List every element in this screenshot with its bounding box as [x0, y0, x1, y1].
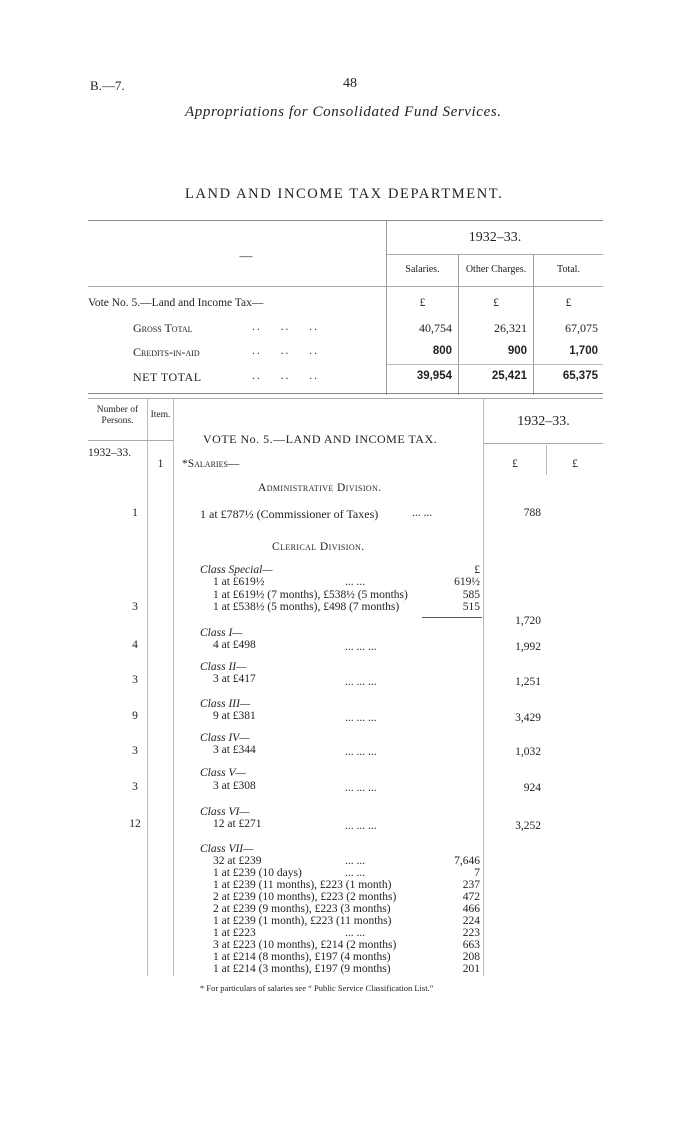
class-persons: 3	[132, 781, 138, 793]
summary-row-total: 1,700	[569, 345, 598, 357]
class-vii-dots: ... ...	[345, 867, 366, 879]
class-vii-line: 1 at £239 (11 months), £223 (1 month)	[213, 879, 392, 891]
class-vii-dots: ... ...	[345, 927, 366, 939]
summary-row-salaries: 39,954	[416, 370, 452, 382]
class-dots: ... ... ...	[345, 676, 377, 688]
summary-row-salaries: 40,754	[419, 321, 452, 335]
special-line: 1 at £619½ (7 months), £538½ (5 months)	[213, 589, 408, 601]
class-persons: 3	[132, 745, 138, 757]
summary-year: 1932–33.	[468, 230, 522, 245]
class-heading: Class V—	[200, 767, 246, 779]
clerical-division-heading: Clerical Division.	[272, 541, 365, 553]
class-vii-line: 2 at £239 (10 months), £223 (2 months)	[213, 891, 397, 903]
summary-col-salaries: Salaries.	[405, 264, 440, 275]
class-vii-dots: ... ...	[345, 855, 366, 867]
salaries-heading: *Salaries—	[182, 458, 240, 470]
summary-row-total: 65,375	[562, 370, 598, 382]
summary-currency-other: £	[493, 297, 499, 309]
class-vii-amount: 237	[462, 879, 480, 891]
admin-dots: ... ...	[412, 507, 433, 519]
class-vii-amount: 223	[462, 927, 480, 939]
summary-subtotal-rule	[387, 364, 603, 365]
page-subtitle: Appropriations for Consolidated Fund Services.	[185, 104, 502, 120]
special-line-amount: 585	[462, 589, 480, 601]
class-vii-amount: 224	[462, 915, 480, 927]
footnote: * For particulars of salaries see “ Public Service Classification List.”	[200, 983, 434, 993]
class-vii-amount: 201	[462, 963, 480, 975]
class-persons: 9	[132, 710, 138, 722]
class-line: 3 at £344	[213, 744, 256, 756]
detail-year-rule	[484, 443, 603, 444]
special-line: 1 at £619½	[213, 576, 265, 588]
class-persons: 12	[129, 818, 141, 830]
summary-header-rule	[88, 286, 603, 287]
admin-persons: 1	[132, 507, 138, 519]
summary-bottom-rule	[88, 393, 603, 394]
summary-currency-total: £	[565, 297, 572, 309]
special-line-amount: 619½	[454, 576, 480, 588]
class-vii-amount: 472	[462, 891, 480, 903]
summary-vote-label: Vote No. 5.—Land and Income Tax—	[88, 297, 264, 309]
document-reference: B.—7.	[90, 78, 125, 93]
special-total: 1,720	[515, 615, 541, 627]
detail-currency-2: £	[572, 458, 578, 470]
admin-amount: 788	[523, 507, 541, 519]
class-special-heading: Class Special—	[200, 564, 273, 576]
class-heading: Class II—	[200, 661, 247, 673]
admin-division-heading: Administrative Division.	[258, 482, 382, 494]
detail-item-divider	[173, 398, 174, 976]
page-number: 48	[343, 76, 357, 91]
class-vii-line: 2 at £239 (9 months), £223 (3 months)	[213, 903, 391, 915]
detail-item-number: 1	[157, 458, 164, 470]
class-amount: 3,252	[515, 820, 541, 832]
class-amount: 924	[523, 782, 541, 794]
summary-row-dots: .. .. ..	[252, 321, 319, 333]
special-subtotal-rule	[422, 617, 482, 618]
class-heading: Class VI—	[200, 806, 250, 818]
summary-row-other: 26,321	[494, 321, 527, 335]
class-amount: 3,429	[515, 712, 541, 724]
class-persons: 4	[132, 639, 138, 651]
detail-col-item: Item.	[150, 410, 171, 420]
summary-row-salaries: 800	[432, 345, 452, 357]
summary-dash: —	[239, 248, 253, 263]
class-vii-amount: 7	[474, 867, 480, 879]
class-vii-amount: 663	[462, 939, 480, 951]
class-vii-amount: 466	[462, 903, 480, 915]
summary-year-rule	[387, 254, 603, 255]
class-heading: Class I—	[200, 627, 243, 639]
class-vii-amount: 208	[462, 951, 480, 963]
class-vii-line: 1 at £239 (10 days)	[213, 867, 302, 879]
class-dots: ... ... ...	[345, 746, 377, 758]
class-line: 4 at £498	[213, 639, 256, 651]
class-vii-amount: 7,646	[454, 855, 480, 867]
class-vii-line: 1 at £214 (3 months), £197 (9 months)	[213, 963, 391, 975]
special-line-amount: 515	[462, 601, 480, 613]
department-title: LAND AND INCOME TAX DEPARTMENT.	[185, 186, 504, 202]
summary-row-total: 67,075	[565, 321, 598, 335]
summary-row-label: Credits-in-aid	[133, 345, 200, 359]
class-heading: Class IV—	[200, 732, 250, 744]
class-amount: 1,251	[515, 676, 541, 688]
summary-col-other: Other Charges.	[465, 264, 527, 275]
class-vii-line: 1 at £223	[213, 927, 256, 939]
detail-currency-1: £	[512, 458, 518, 470]
summary-top-rule	[88, 220, 603, 221]
class-line: 3 at £308	[213, 780, 256, 792]
summary-col-total: Total.	[557, 264, 580, 275]
special-persons: 3	[132, 601, 138, 613]
special-line: 1 at £538½ (5 months), £498 (7 months)	[213, 601, 400, 613]
detail-header-rule	[88, 440, 173, 441]
class-special-currency: £	[474, 564, 480, 576]
class-vii-heading: Class VII—	[200, 843, 254, 855]
class-dots: ... ... ...	[345, 782, 377, 794]
summary-row-label: Gross Total	[133, 321, 193, 335]
class-vii-line: 32 at £239	[213, 855, 262, 867]
summary-currency-salaries: £	[419, 297, 426, 309]
class-vii-line: 1 at £239 (1 month), £223 (11 months)	[213, 915, 392, 927]
summary-row-dots: .. .. ..	[252, 345, 319, 357]
class-vii-line: 1 at £214 (8 months), £197 (4 months)	[213, 951, 391, 963]
admin-line: 1 at £787½ (Commissioner of Taxes)	[200, 507, 379, 521]
detail-persons-divider	[147, 398, 148, 976]
class-line: 12 at £271	[213, 818, 262, 830]
class-amount: 1,992	[515, 641, 541, 653]
class-line: 9 at £381	[213, 710, 256, 722]
class-dots: ... ... ...	[345, 820, 377, 832]
summary-row-label: NET TOTAL	[133, 370, 202, 384]
class-vii-line: 3 at £223 (10 months), £214 (2 months)	[213, 939, 397, 951]
class-line: 3 at £417	[213, 673, 256, 685]
summary-row-dots: .. .. ..	[252, 370, 319, 382]
class-dots: ... ... ...	[345, 712, 377, 724]
class-persons: 3	[132, 674, 138, 686]
detail-persons-year: 1932–33.	[88, 447, 132, 459]
class-amount: 1,032	[515, 746, 541, 758]
summary-row-other: 900	[507, 345, 527, 357]
detail-top-rule	[88, 398, 603, 399]
detail-col-persons: Number of Persons.	[96, 405, 139, 426]
special-line-dots: ... ...	[345, 576, 366, 588]
detail-vote-heading: VOTE No. 5.—LAND AND INCOME TAX.	[203, 432, 438, 446]
class-heading: Class III—	[200, 698, 251, 710]
detail-year: 1932–33.	[517, 414, 570, 429]
summary-row-other: 25,421	[491, 370, 527, 382]
class-dots: ... ... ...	[345, 641, 377, 653]
